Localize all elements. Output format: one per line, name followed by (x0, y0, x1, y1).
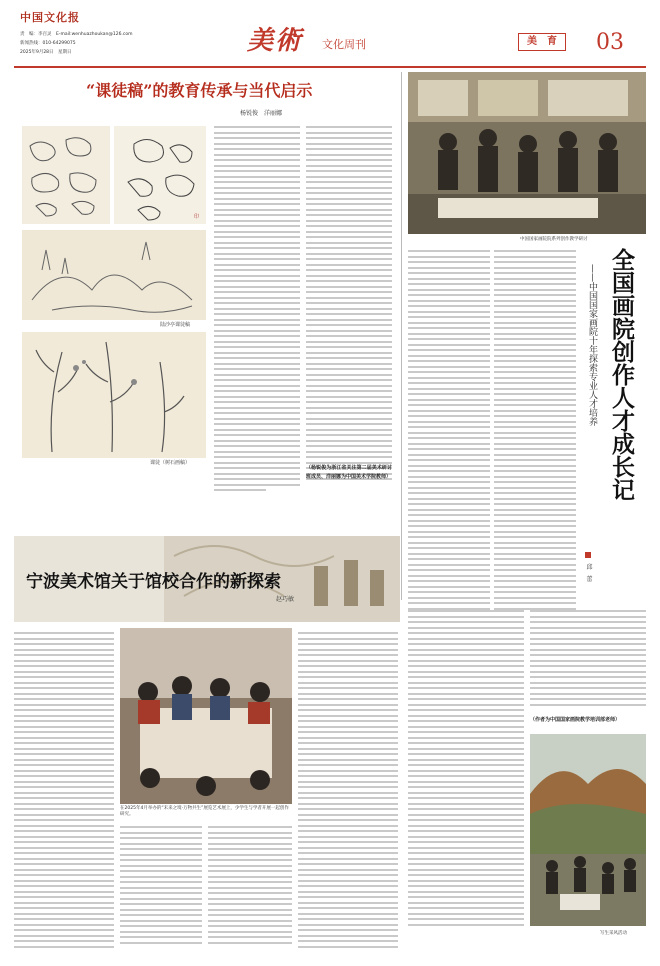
article2-text-col3 (408, 610, 524, 954)
article2-title: 全国画院创作人才成长记 (608, 248, 635, 501)
ink-painting-landscape (22, 230, 206, 320)
article2-author-note: （作者为中国国家画院教学培训部老师） (530, 717, 621, 723)
section-label: 美 育 (527, 36, 557, 47)
caption-students: 在2025年4月举办的“未来之境·万物共生”展览艺术展上，少学生与学者开展一起创作研究。 (120, 806, 289, 817)
article1-title: “课徒稿”的教育传承与当代启示 (86, 81, 313, 100)
hotline-line: 新闻热线：010-64299075 (20, 41, 76, 46)
date-line: 2025年9月28日 星期日 (20, 50, 72, 55)
article3-author: 赵巧敏 (276, 596, 295, 603)
section-badge (518, 33, 566, 51)
article3-text-col4 (298, 632, 398, 954)
editor-line: 责 编：李百灵 E-mail:wenhuazhoukan@126.com (20, 32, 133, 37)
photo-students-creating (120, 628, 292, 804)
article2-text-col4 (530, 610, 646, 718)
article2-subtitle: ——中国国家画院十年探索专业人才培养 (587, 264, 597, 426)
column-title: 美術 (247, 26, 304, 56)
column-subtitle: 文化周刊 (322, 38, 366, 51)
photo-sketching-outdoors (530, 734, 646, 926)
ink-painting-rocks-2 (114, 126, 206, 224)
masthead-rule (14, 66, 646, 68)
newspaper-logo: 中国文化报 (20, 11, 80, 24)
article2-author-name: 邱 蕾 (585, 563, 592, 582)
caption-shugao: 课徒（树石画稿） (150, 460, 191, 466)
caption-lu-shating: 陆沙亭课徒稿 (160, 322, 191, 328)
column-divider (401, 72, 402, 600)
article1-text-col1 (214, 126, 300, 474)
photo-classroom-discussion (408, 72, 646, 234)
caption-classroom: 中国国家画院院系列创作教学研讨 (520, 237, 588, 242)
article3-text-col3 (208, 826, 292, 954)
article3-text-col2 (120, 826, 202, 954)
article3-text-col1 (14, 632, 114, 954)
caption-sketching: 写生采风活动 (600, 931, 627, 936)
ink-painting-rocks-1 (22, 126, 110, 224)
author-marker-icon (585, 552, 591, 558)
article2-author (584, 552, 593, 582)
article2-text-col1 (408, 250, 490, 600)
page-number: 03 (596, 30, 624, 55)
ink-painting-bamboo-trees (22, 332, 206, 458)
article1-text-col2 (306, 126, 392, 474)
article1-author: 杨锐俊 洋丽娜 (240, 110, 283, 117)
masthead (0, 0, 660, 70)
article3-title: 宁波美术馆关于馆校合作的新探索 (26, 572, 281, 592)
svg-text:印: 印 (194, 214, 200, 220)
article2-text-col2 (494, 250, 576, 600)
article1-author-note: （杨锐俊为浙江省关注第二届美术研讨班成员、洋丽娜为中国美术学院教师） (306, 465, 392, 480)
